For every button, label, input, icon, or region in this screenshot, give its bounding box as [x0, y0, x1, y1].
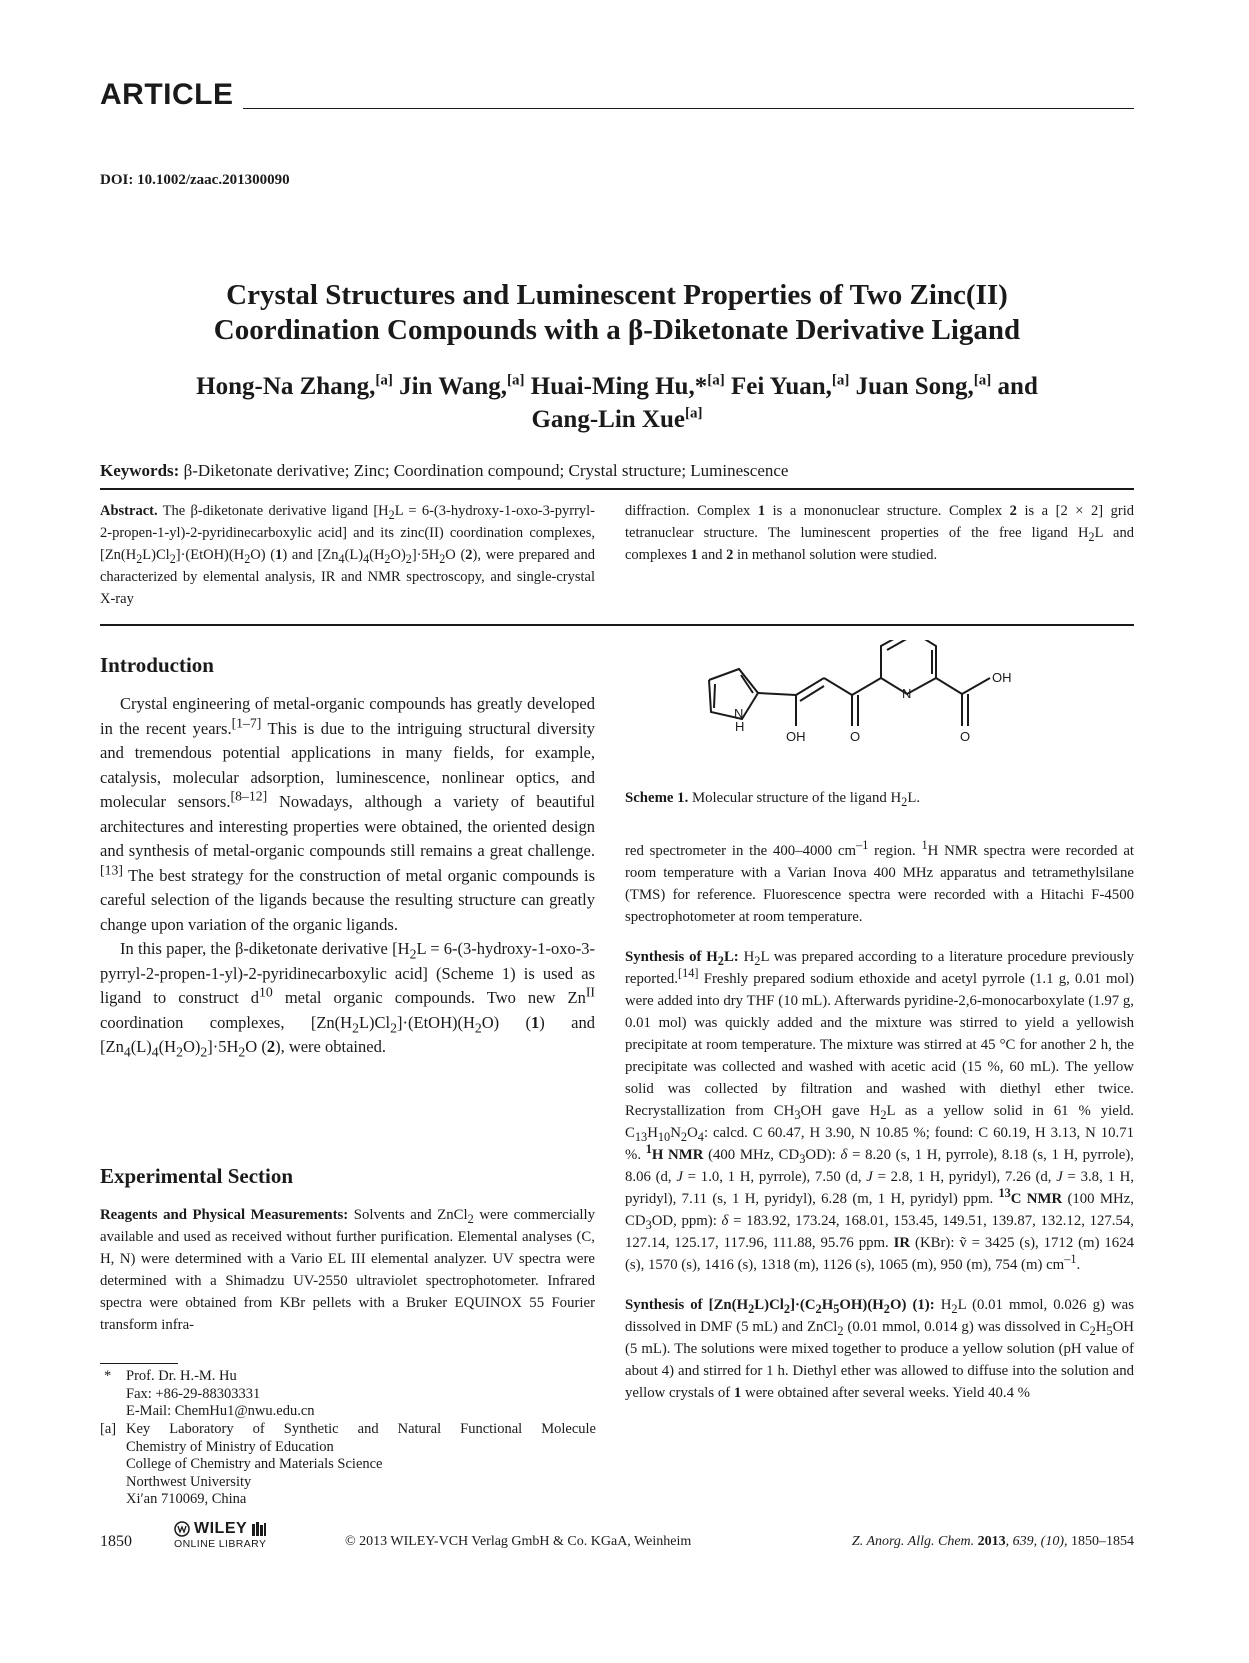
footnote-star-mark: * — [104, 1368, 112, 1384]
author-list — [100, 370, 1134, 436]
abstract-right: diffraction. Complex 1 is a mononuclear structure. Complex 2 is a [2 × 2] grid tetranuclear structure. The luminescent properties of the free ligand $H_2L$ and complexes 1 and 2 in methanol solution were studied. — [625, 503, 1134, 563]
books-icon — [251, 1521, 267, 1537]
ketone-o-label: O — [850, 729, 861, 744]
footnote-rule — [100, 1363, 178, 1364]
introduction-heading: Introduction — [100, 653, 214, 677]
wiley-wordmark: WILEY — [194, 1520, 248, 1537]
abstract-bottom-rule — [100, 624, 1134, 626]
pyridine-n-label: N — [902, 686, 912, 701]
affiliation-line-2: Chemistry of Ministry of Education — [126, 1438, 334, 1455]
doi: DOI: 10.1002/zaac.201300090 — [100, 172, 290, 188]
paper-title — [100, 278, 1134, 348]
page-number: 1850 — [100, 1533, 132, 1550]
wiley-emblem-icon — [174, 1521, 190, 1537]
acid-oh-label: OH — [992, 670, 1012, 685]
intro-paragraph-2: In this paper, the β-diketonate derivative [$H_2L$ = 6-(3-hydroxy-1-oxo-3-pyrryl-2-propen-1-yl)-2-pyridinecarboxylic acid] (Scheme 1) is used as ligand to construct $d^{10}$ metal organic compounds. Two new $Zn^{II}$ coordination complexes, $[Zn(H_2L)Cl_2]\cdot(EtOH)(H_2O)$ (1) and $[Zn_4(L)_4(H_2O)_2]\cdot 5H_2O$ (2), were obtained. — [100, 939, 595, 1060]
acid-o-label: O — [960, 729, 971, 744]
wiley-online-library-logo — [174, 1520, 267, 1550]
keywords — [100, 461, 788, 481]
title-line-2: Coordination Compounds with a β-Diketonate Derivative Ligand — [213, 314, 1021, 346]
keywords-label: Keywords: — [100, 461, 180, 480]
right-column-body — [625, 840, 1134, 1422]
footnote-email: E-Mail: ChemHu1@nwu.edu.cn — [126, 1403, 315, 1419]
authors-line-1: Hong-Na Zhang,[a] Jin Wang,[a] Huai-Ming Hu,*[a] Fei Yuan,[a] Juan Song,[a] and — [196, 372, 1038, 400]
wiley-online-library-text: ONLINE LIBRARY — [174, 1538, 267, 1550]
scheme-1-structure — [700, 640, 1060, 770]
affiliation-line-1: Key Laboratory of Synthetic and Natural Functional Molecule — [126, 1421, 596, 1437]
right-paragraph-1: red spectrometer in the 400–4000 $cm^{-1}$ region. $^1$H NMR spectra were recorded at room temperature with a Varian Inova 400 MHz apparatus and tetramethylsilane (TMS) for reference. Fluorescence spectra were recorded with a Hitachi F-4500 spectrophotometer at room temperature. — [625, 838, 1134, 925]
enol-oh-label: OH — [786, 729, 806, 744]
abstract-left: Abstract. The β-diketonate derivative ligand [$H_2L$ = 6-(3-hydroxy-1-oxo-3-pyrryl-2-propen-1-yl)-2-pyridinecarboxylic acid] and its zinc(II) coordination complexes, $[Zn(H_2L)Cl_2]\cdot(EtOH)(H_2O)$ (1) and $[Zn_4(L)_4(H_2O)_2]\cdot 5H_2O$ (2), were prepared and characterized by elemental analysis, IR and NMR spectroscopy, and single-crystal X-ray — [100, 503, 595, 607]
scheme-1-caption: Scheme 1. Molecular structure of the ligand $H_2L$. — [625, 790, 921, 809]
right-paragraph-synthesis-h2l: Synthesis of $H_2L$: $H_2L$ was prepared according to a literature procedure previously reported.[14] Freshly prepared sodium ethoxide and acetyl pyrrole (1.1 g, 0.01 mol) were added into dry THF (10 mL). Afterwards pyridine-2,6-monocarboxylate (1.97 g, 0.01 mol) was quickly added and the mixture was stirred to yield a yellowish precipitate at room temperature. The mixture was stirred at 45 °C for another 2 h, the precipitate was collected and washed with acetic acid (15 %, 60 mL). The yellow solid was collected by filtration and washed with diethyl ether twice. Recrystallization from $CH_3OH$ gave $H_2L$ as a yellow solid in 61 % yield. $C_{13}H_{10}N_2O_4$: calcd. C 60.47, H 3.90, N 10.85 %; found: C 60.19, H 3.13, N 10.71 %. $^1$H NMR (400 MHz, $CD_3OD$): δ = 8.20 (s, 1 H, pyrrole), 8.18 (s, 1 H, pyrrole), 8.06 (d, J = 1.0, 1 H, pyrrole), 7.50 (d, J = 2.8, 1 H, pyridyl), 7.26 (d, J = 3.8, 1 H, pyridyl), 7.11 (s, 1 H, pyridyl), 6.28 (m, 1 H, pyridyl) ppm. $^{13}$C NMR (100 MHz, $CD_3OD$, ppm): δ = 183.92, 173.24, 168.01, 153.45, 149.51, 139.87, 132.12, 127.54, 127.14, 125.17, 117.96, 111.88, 95.76 ppm. IR (KBr): ṽ = 3425 (s), 1712 (m) 1624 (s), 1570 (s), 1416 (s), 1318 (m), 1126 (s), 1065 (m), 950 (m), 754 (m) $cm^{-1}$. — [625, 949, 1135, 1273]
article-label: ARTICLE — [100, 78, 234, 111]
introduction-body — [100, 692, 595, 1060]
keywords-text: β-Diketonate derivative; Zinc; Coordination compound; Crystal structure; Luminescence — [183, 461, 789, 480]
title-line-1: Crystal Structures and Luminescent Properties of Two Zinc(II) — [226, 279, 1008, 311]
experimental-paragraph-1: Reagents and Physical Measurements: Solvents and ZnCl$_2$ were commercially available and used as received without further purification. Elemental analyses (C, H, N) were determined with a Vario EL III elemental analyzer. UV spectra were determined with a Shimadzu UV-2550 ultraviolet spectrophotometer. Infrared spectra were obtained from KBr pellets with a Bruker EQUINOX 55 Fourier transform infra- — [100, 1207, 596, 1333]
header-rule — [243, 108, 1134, 109]
nh-h-label: H — [735, 719, 745, 734]
affiliation-line-4: Northwest University — [126, 1473, 252, 1490]
intro-paragraph-1: Crystal engineering of metal-organic compounds has greatly developed in the recent years.[1–7] This is due to the intriguing structural diversity and tremendous potential applications in many fields, for example, catalysis, molecular adsorption, luminescence, nonlinear optics, and molecular sensors.[8–12] Nowadays, although a variety of beautiful architectures and interesting properties were obtained, the oriented design and synthesis of metal-organic compounds still remains a great challenge.[13] The best strategy for the construction of metal organic compounds is careful selection of the ligands because the resulting structure can greatly change upon variation of the organic ligands. — [100, 694, 595, 934]
affiliation-line-3: College of Chemistry and Materials Science — [126, 1456, 383, 1472]
footnote-author-name: Prof. Dr. H.-M. Hu — [126, 1368, 237, 1384]
right-paragraph-synthesis-1: Synthesis of $[Zn(H_2L)Cl_2]\cdot(C_2H_5OH)(H_2O)$ (1): $H_2L$ (0.01 mmol, 0.026 g) was dissolved in DMF (5 mL) and ZnCl$_2$ (0.01 mmol, 0.014 g) was dissolved in $C_2H_5OH$ (5 mL). The solutions were mixed together to produce a yellow solution (pH value of about 4) and stirred for 1 h. Diethyl ether was allowed to diffuse into the solution and yellow crystals of 1 were obtained after several weeks. Yield 40.4 % — [625, 1297, 1134, 1401]
footnote-corresponding-author — [126, 1368, 315, 1421]
molecule-bonds — [709, 640, 990, 726]
authors-line-2: Gang-Lin Xue[a] — [531, 405, 703, 433]
nh-n-label: N — [734, 706, 744, 721]
experimental-heading: Experimental Section — [100, 1164, 294, 1188]
journal-citation: Z. Anorg. Allg. Chem. 2013, 639, (10), 1850–1854 — [851, 1534, 1134, 1549]
footnote-fax: Fax: +86-29-88303331 — [126, 1385, 261, 1402]
abstract-top-rule — [100, 488, 1134, 490]
footnote-a-mark: [a] — [100, 1421, 117, 1437]
footnote-affiliation — [126, 1421, 596, 1509]
copyright-notice: © 2013 WILEY-VCH Verlag GmbH & Co. KGaA, Weinheim — [345, 1534, 692, 1549]
affiliation-line-5: Xi′an 710069, China — [126, 1491, 247, 1507]
